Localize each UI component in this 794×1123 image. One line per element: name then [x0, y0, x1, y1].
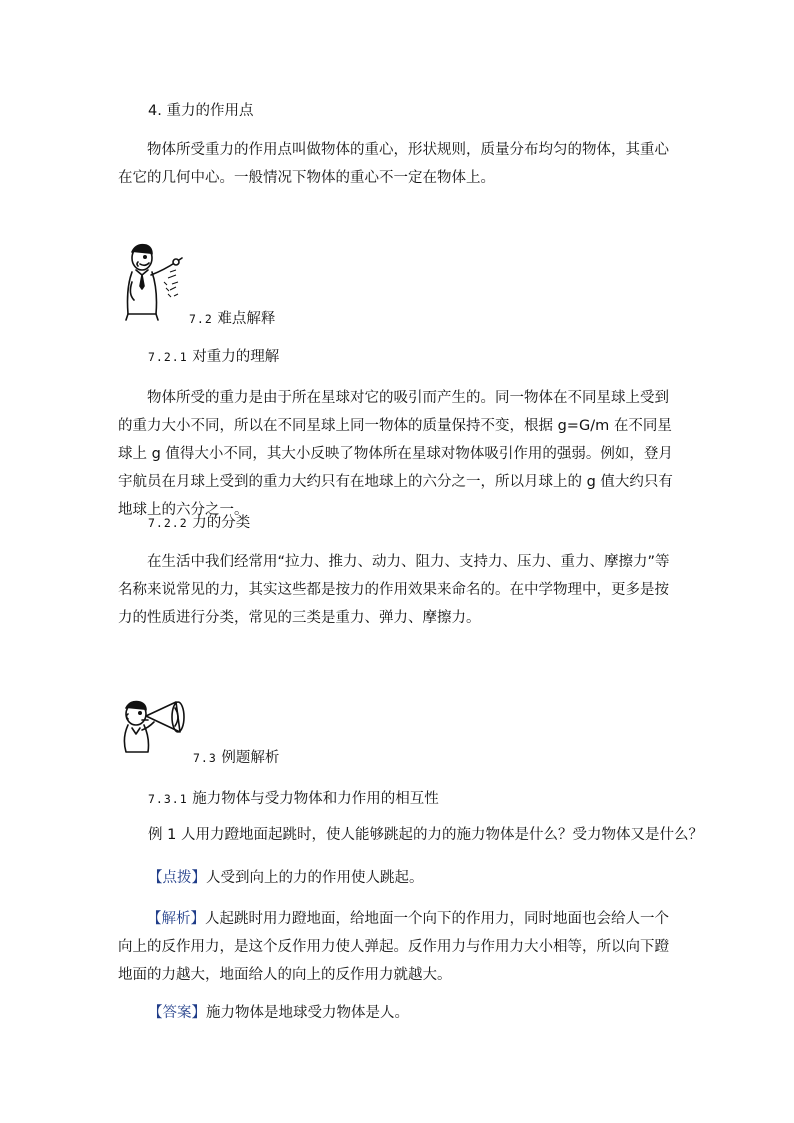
pointing-man-icon	[118, 242, 190, 322]
subsection-7-3-1-heading: 7.3.1 施力物体与受力物体和力作用的相互性	[148, 791, 439, 807]
example-1-question: 例 1 人用力蹬地面起跳时，使人能够跳起的力的施力物体是什么？受力物体又是什么？	[148, 827, 703, 843]
section-4-paragraph: 物体所受重力的作用点叫做物体的重心，形状规则，质量分布均匀的物体，其重心在它的几何中心。一般情况下物体的重心不一定在物体上。	[118, 142, 669, 186]
subsection-7-2-2-heading: 7.2.2 力的分类	[148, 515, 251, 531]
hint-label: 【点拨】	[148, 870, 206, 886]
hint-line: 【点拨】人受到向上的力的作用使人跳起。	[148, 870, 424, 886]
subsection-7-2-1-paragraph: 物体所受的重力是由于所在星球对它的吸引而产生的。同一物体在不同星球上受到的重力大小不同，所以在不同星球上同一物体的质量保持不变，根据 g=G/m 在不同星球上 g 值得大小不同，其大小反映了物体所在星球对物体吸引作用的强弱。例如，登月宇航员在月球上受到的重力大约只有在地球上的六分之一，所以月球上的 g 值大约只有地球上的六分之一。	[118, 390, 673, 518]
megaphone-man-icon	[118, 690, 198, 760]
section-4-heading: 4. 重力的作用点	[148, 103, 254, 119]
answer-line: 【答案】施力物体是地球受力物体是人。	[148, 1005, 409, 1021]
subsection-7-2-2-paragraph: 在生活中我们经常用“拉力、推力、动力、阻力、支持力、压力、重力、摩擦力”等名称来说常见的力，其实这些都是按力的作用效果来命名的。在中学物理中，更多是按力的性质进行分类，常见的三类是重力、弹力、摩擦力。	[118, 554, 670, 626]
section-7-2-heading: 7.2 难点解释	[189, 311, 276, 327]
section-7-3-heading: 7.3 例题解析	[193, 750, 280, 766]
analysis-label: 【解析】	[147, 911, 205, 927]
answer-label: 【答案】	[148, 1005, 206, 1021]
analysis-paragraph: 【解析】人起跳时用力蹬地面，给地面一个向下的作用力，同时地面也会给人一个向上的反作用力，是这个反作用力使人弹起。反作用力与作用力大小相等，所以向下蹬地面的力越大，地面给人的向上的反作用力就越大。	[118, 911, 669, 983]
subsection-7-2-1-heading: 7.2.1 对重力的理解	[148, 349, 280, 365]
